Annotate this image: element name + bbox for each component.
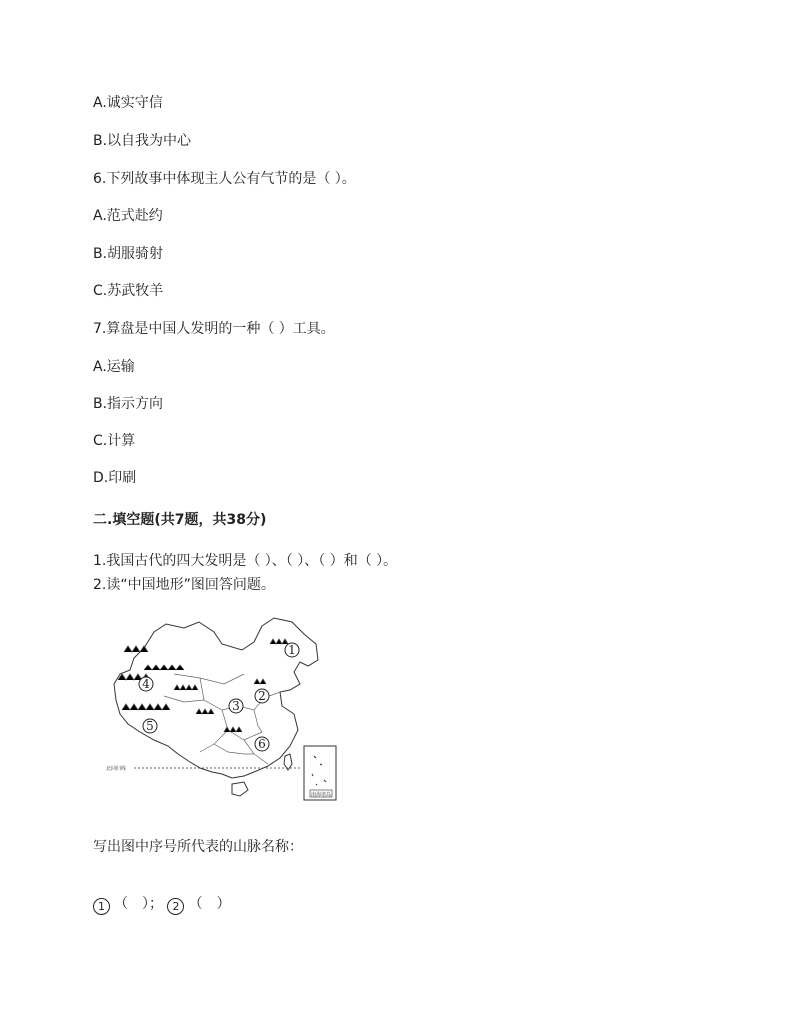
section-heading: 二.填空题(共7题，共38分) [93,512,267,528]
q5-option-b: B.以自我为中心 [93,133,192,149]
answer-1-number: 1 [93,898,110,915]
svg-text:3: 3 [232,699,240,713]
q7-option-d: D.印刷 [93,470,137,486]
q7-stem: 7.算盘是中国人发明的一种（ ）工具。 [93,321,335,337]
answer-2-number: 2 [167,898,184,915]
answer-2-blank[interactable]: （ ） [188,896,231,912]
q6-option-b: B.胡服骑射 [93,246,164,262]
map-label-3 [229,699,243,713]
svg-text:4: 4 [142,677,150,691]
answer-1-blank[interactable]: （ ）； [114,896,163,912]
svg-text:1: 1 [288,643,296,657]
instruction-text: 写出图中序号所代表的山脉名称： [93,839,303,855]
taiwan-outline [284,754,292,770]
map-label-2 [255,689,269,703]
q6-option-a: A.范式赴约 [93,208,163,224]
hainan-outline [232,782,248,796]
map-label-5 [143,719,157,733]
inset-islands [312,756,326,785]
q5-option-a: A.诚实守信 [93,95,163,111]
map-label-4 [139,677,153,691]
svg-text:2: 2 [258,689,266,703]
q6-option-c: C.苏武牧羊 [93,283,164,299]
q7-option-c: C.计算 [93,433,136,449]
fill-q2: 2.读“中国地形”图回答问题。 [93,577,275,593]
map-label-1 [285,643,299,657]
q6-stem: 6.下列故事中体现主人公有气节的是（ ）。 [93,171,356,187]
svg-text:5: 5 [146,719,154,733]
svg-text:6: 6 [258,737,266,751]
q7-option-b: B.指示方向 [93,396,164,412]
china-terrain-map [104,614,348,804]
q7-option-a: A.运输 [93,359,135,375]
china-outline [114,618,318,778]
answer-row [93,895,230,915]
fill-q1: 1.我国古代的四大发明是（ ）、（ ）、（ ）和（ ）。 [93,553,398,569]
tropic-label: 北回归线 [106,766,127,772]
map-label-6 [255,737,269,751]
inset-caption: 南海诸岛 [310,792,332,798]
